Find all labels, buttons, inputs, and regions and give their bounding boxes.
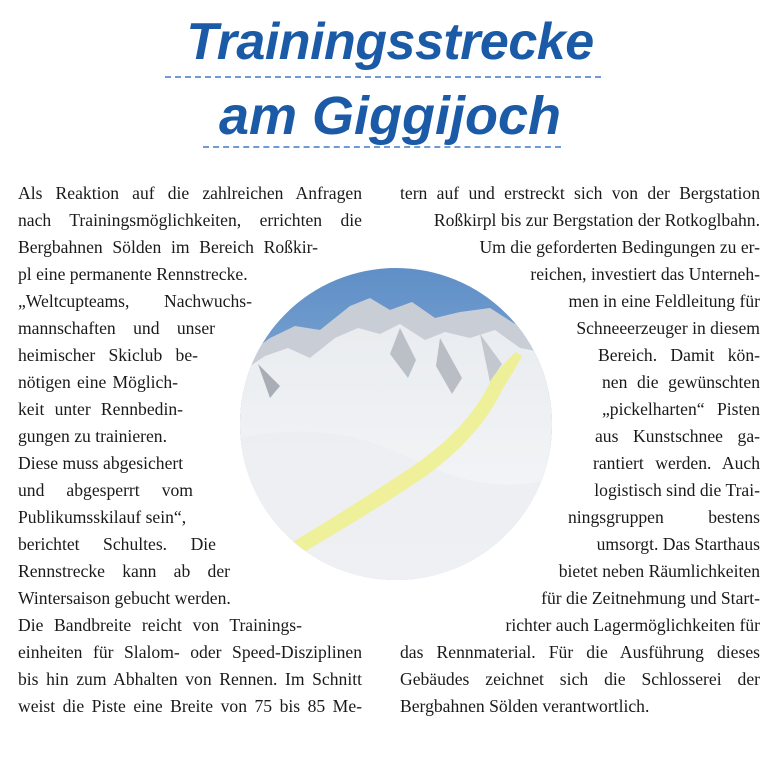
text-line: pl eine permanente Rennstrecke. bbox=[18, 264, 248, 284]
text-line: tern auf und erstreckt sich von der Bergstation bbox=[400, 183, 760, 203]
text-line: und abgesperrt vom bbox=[18, 480, 193, 500]
text-line: nen die gewünschten bbox=[602, 372, 760, 392]
text-line: weist die Piste eine Breite von 75 bis 85 Me- bbox=[18, 696, 362, 716]
text-line: Gebäudes zeichnet sich die Schlosserei der bbox=[400, 669, 760, 689]
text-line: gungen zu trainieren. bbox=[18, 426, 167, 446]
text-line: nach Trainingsmöglichkeiten, errichten die bbox=[18, 210, 362, 230]
text-line: richter auch Lagermöglichkeiten für bbox=[505, 615, 760, 635]
text-line: keit unter Rennbedin- bbox=[18, 399, 183, 419]
text-line: Roßkirpl bis zur Bergstation der Rotkoglbahn. bbox=[433, 210, 760, 230]
text-line: Wintersaison gebucht werden. bbox=[18, 588, 231, 608]
text-line: „pickelharten“ Pisten bbox=[602, 399, 760, 419]
title-line-2: am Giggijoch bbox=[218, 86, 562, 146]
text-line: umsorgt. Das Starthaus bbox=[596, 534, 760, 554]
text-line: Als Reaktion auf die zahlreichen Anfragen bbox=[18, 183, 362, 203]
text-line: Bereich. Damit kön- bbox=[598, 345, 760, 365]
text-line: men in eine Feldleitung für bbox=[568, 291, 760, 311]
text-line: ningsgruppen bestens bbox=[568, 507, 760, 527]
text-line: für die Zeitnehmung und Start- bbox=[541, 588, 760, 608]
text-line: Um die geforderten Bedingungen zu er- bbox=[479, 237, 760, 257]
text-line: mannschaften und unser bbox=[18, 318, 215, 338]
text-line: logistisch sind die Trai- bbox=[594, 480, 760, 500]
text-line: Bergbahnen Sölden verantwortlich. bbox=[400, 696, 650, 716]
text-line: Die Bandbreite reicht von Trainings- bbox=[18, 615, 302, 635]
text-line: berichtet Schultes. Die bbox=[18, 534, 216, 554]
text-line: einheiten für Slalom- oder Speed-Disziplinen bbox=[18, 642, 362, 662]
text-line: Schneeerzeuger in diesem bbox=[576, 318, 760, 338]
text-line: bis hin zum Abhalten von Rennen. Im Schnitt bbox=[18, 669, 362, 689]
mountain-illustration bbox=[240, 268, 552, 580]
text-line: aus Kunstschnee ga- bbox=[595, 426, 760, 446]
text-line: „Weltcupteams, Nachwuchs- bbox=[18, 291, 252, 311]
text-line: Diese muss abgesichert bbox=[18, 453, 184, 473]
text-line: bietet neben Räumlichkeiten bbox=[558, 561, 760, 581]
text-line: heimischer Skiclub be- bbox=[18, 345, 198, 365]
text-line: Bergbahnen Sölden im Bereich Roßkir- bbox=[18, 237, 318, 257]
title-dashed-underline-2 bbox=[203, 146, 561, 148]
title-dashed-underline-1 bbox=[165, 76, 601, 78]
circular-mountain-photo bbox=[240, 268, 552, 580]
text-line: Publikumsskilauf sein“, bbox=[18, 507, 187, 527]
text-line: das Rennmaterial. Für die Ausführung dieses bbox=[400, 642, 760, 662]
title-line-1: Trainingsstrecke bbox=[186, 13, 594, 71]
text-line: reichen, investiert das Unterneh- bbox=[530, 264, 760, 284]
text-line: Rennstrecke kann ab der bbox=[18, 561, 230, 581]
text-line: nötigen eine Möglich- bbox=[18, 372, 178, 392]
text-line: rantiert werden. Auch bbox=[593, 453, 760, 473]
